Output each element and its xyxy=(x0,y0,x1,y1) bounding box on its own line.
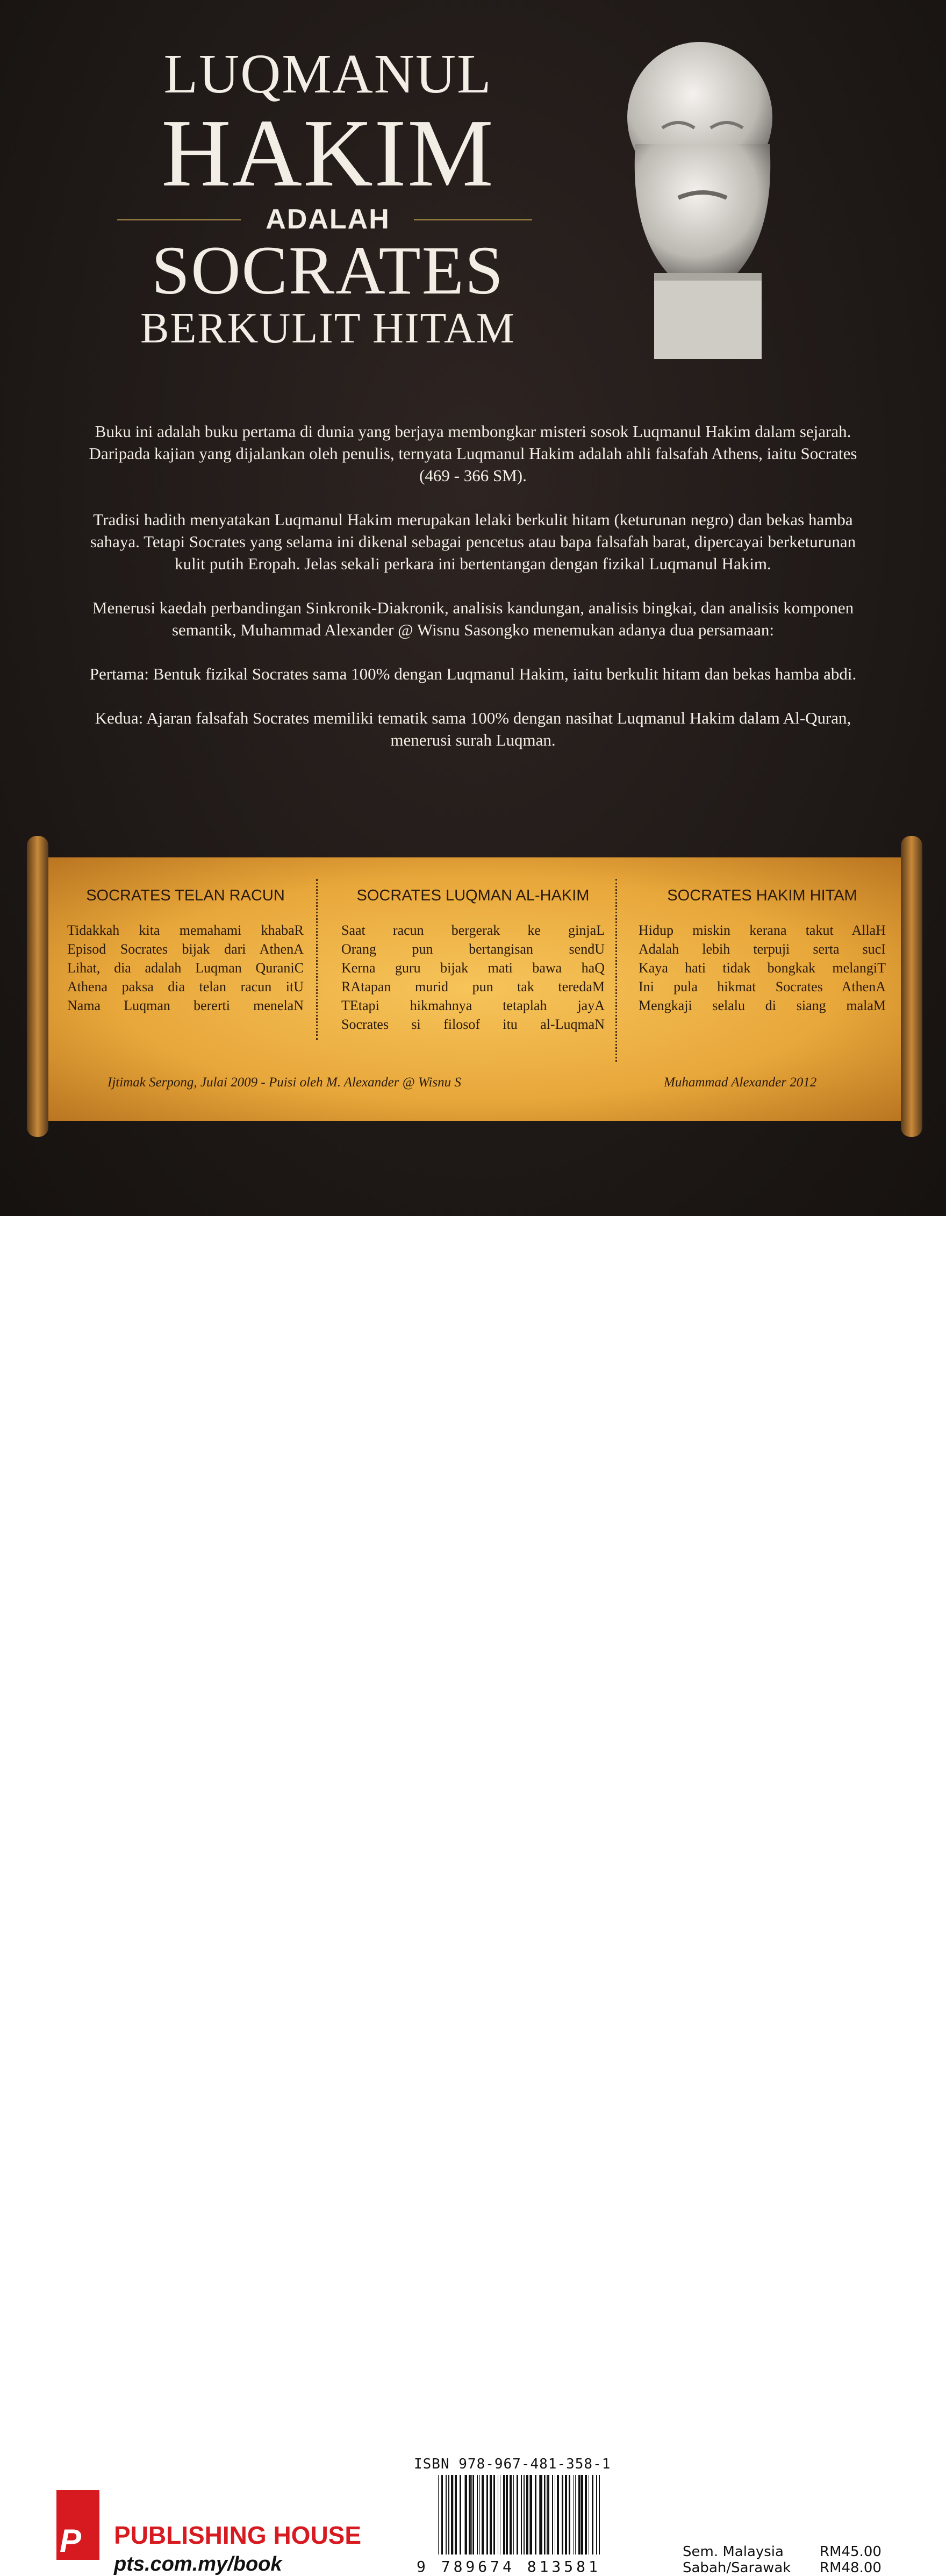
price-value: RM45.00 xyxy=(820,2544,882,2560)
divider-right xyxy=(414,219,532,220)
poem-title: SOCRATES LUQMAN AL-HAKIM xyxy=(356,887,590,904)
barcode-bar xyxy=(510,2475,512,2554)
barcode-bar xyxy=(455,2475,457,2554)
barcode-bar xyxy=(493,2475,495,2554)
publisher-url[interactable]: pts.com.my/book xyxy=(114,2553,282,2575)
poem-line: Hidup miskin kerana takut AllaH xyxy=(639,922,886,938)
barcode-bar xyxy=(539,2475,540,2554)
poem-line: Kerna guru bijak mati bawa haQ xyxy=(341,960,605,976)
barcode-bar xyxy=(471,2475,472,2554)
poem-line: Saat racun bergerak ke ginjaL xyxy=(341,922,605,938)
blurb-paragraph: Menerusi kaedah perbandingan Sinkronik-Diakronik, analisis kandungan, analisis bingkai, dan analisis komponen semantik, Muhammad Alexander @ Wisnu Sasongko menemukan adanya dua persamaan: xyxy=(92,598,854,639)
poem-line: Socrates si filosof itu al-LuqmaN xyxy=(341,1017,605,1032)
barcode-bar xyxy=(448,2475,449,2554)
poem-line: Episod Socrates bijak dari AthenA xyxy=(67,941,304,957)
poem-line: Mengkaji selalu di siang malaM xyxy=(639,998,886,1013)
barcode-bar xyxy=(517,2475,518,2554)
barcode-bar xyxy=(540,2475,542,2554)
barcode-bar xyxy=(599,2475,600,2554)
barcode-bar xyxy=(530,2475,532,2554)
title-line-2: HAKIM xyxy=(161,99,494,206)
poem-scroll xyxy=(22,836,928,1137)
barcode-bar xyxy=(470,2475,471,2554)
barcode-bar xyxy=(535,2475,536,2554)
barcode-bar xyxy=(552,2475,553,2554)
barcode-bar xyxy=(521,2475,522,2554)
barcode-bar xyxy=(578,2475,580,2554)
barcode-bar xyxy=(557,2475,559,2554)
poem-line: Ini pula hikmat Socrates AthenA xyxy=(639,979,886,994)
barcode-bar xyxy=(490,2475,492,2554)
publisher-name: PUBLISHING HOUSE xyxy=(114,2521,362,2549)
barcode-bar xyxy=(477,2475,478,2554)
barcode-bar xyxy=(526,2475,528,2554)
socrates-bust-image xyxy=(614,37,797,359)
blurb-paragraph: Buku ini adalah buku pertama di dunia yang berjaya membongkar misteri sosok Luqmanul Hakim dalam sejarah. Daripada kajian yang dijalankan oleh penulis, ternyata Luqmanul Hakim adalah ahli falsafah Athens, iaitu Socrates (469 - 366 SM). xyxy=(89,422,857,485)
svg-text:P: P xyxy=(60,2523,82,2559)
title-line-4: SOCRATES xyxy=(151,232,505,309)
isbn-barcode xyxy=(437,2475,604,2556)
front-cover-area xyxy=(0,0,946,1216)
scroll-rod-left xyxy=(27,836,48,1137)
barcode-bar xyxy=(441,2475,443,2554)
barcode-bar xyxy=(562,2475,563,2554)
barcode-bar xyxy=(581,2475,583,2554)
dotted-divider xyxy=(316,879,318,1040)
price-list xyxy=(683,2544,898,2576)
barcode-bar xyxy=(596,2475,597,2554)
barcode-bar xyxy=(565,2475,567,2554)
price-region: Sabah/Sarawak xyxy=(683,2560,791,2576)
barcode-bar xyxy=(592,2475,593,2554)
poem-line: RAtapan murid pun tak teredaM xyxy=(341,979,605,994)
poem-line: Kaya hati tidak bongkak melangiT xyxy=(639,960,886,976)
price-row xyxy=(683,2560,898,2576)
price-row xyxy=(683,2544,898,2560)
poem-line: Lihat, dia adalah Luqman QuraniC xyxy=(67,960,304,976)
barcode-bar xyxy=(544,2475,545,2554)
barcode-bar xyxy=(486,2475,488,2554)
barcode-bar xyxy=(548,2475,549,2554)
title-line-1: LUQMANUL xyxy=(163,43,492,105)
barcode-digits: 9 789674 813581 xyxy=(417,2558,601,2575)
poem-3 xyxy=(639,887,886,1015)
back-footer xyxy=(0,1216,946,2576)
barcode-bar xyxy=(465,2475,467,2554)
poem-credit-left: Ijtimak Serpong, Julai 2009 - Puisi oleh M. Alexander @ Wisnu S xyxy=(108,1075,461,1090)
blurb-paragraph: Tradisi hadith menyatakan Luqmanul Hakim merupakan lelaki berkulit hitam (keturunan negro) dan bekas hamba sahaya. Tetapi Socrates yang selama ini dikenal sebagai pencetus atau bapa falsafah barat, dipercayai berketurunan kulit putih Eropah. Jelas sekali perkara ini bertentangan dengan fizikal Luqmanul Hakim. xyxy=(90,510,856,573)
barcode-bar xyxy=(446,2475,447,2554)
barcode-bar xyxy=(469,2475,470,2554)
barcode-bar xyxy=(569,2475,570,2554)
barcode-bar xyxy=(524,2475,525,2554)
poem-2 xyxy=(336,887,610,1034)
barcode-bar xyxy=(513,2475,514,2554)
poem-line: Orang pun bertangisan sendU xyxy=(341,941,605,957)
isbn-label: ISBN 978-967-481-358-1 xyxy=(414,2456,611,2472)
barcode-bar xyxy=(547,2475,548,2554)
barcode-bar xyxy=(503,2475,505,2554)
poem-credit-right: Muhammad Alexander 2012 xyxy=(664,1075,817,1090)
poem-title: SOCRATES HAKIM HITAM xyxy=(667,887,857,904)
poem-line: TEtapi hikmahnya tetaplah jayA xyxy=(341,998,605,1013)
scroll-rod-right xyxy=(901,836,922,1137)
poem-line: Athena paksa dia telan racun itU xyxy=(67,979,304,994)
price-value: RM48.00 xyxy=(820,2560,882,2576)
barcode-bar xyxy=(479,2475,480,2554)
blurb-text xyxy=(86,420,860,773)
dotted-divider xyxy=(615,879,617,1062)
poem-line: Tidakkah kita memahami khabaR xyxy=(67,922,304,938)
price-region: Sem. Malaysia xyxy=(683,2544,784,2560)
barcode-bar xyxy=(438,2475,439,2554)
poem-line: Adalah lebih terpuji serta sucI xyxy=(639,941,886,957)
barcode-bar xyxy=(585,2475,587,2554)
blurb-paragraph: Kedua: Ajaran falsafah Socrates memiliki tematik sama 100% dengan nasihat Luqmanul Hakim dalam Al-Quran, menerusi surah Luqman. xyxy=(95,709,851,749)
barcode-bar xyxy=(460,2475,461,2554)
barcode-bar xyxy=(506,2475,508,2554)
barcode-bar xyxy=(473,2475,474,2554)
barcode-bar xyxy=(482,2475,484,2554)
barcode-bar xyxy=(575,2475,576,2554)
poem-title: SOCRATES TELAN RACUN xyxy=(86,887,285,904)
title-line-5: BERKULIT HITAM xyxy=(140,305,515,352)
barcode-bar xyxy=(573,2475,574,2554)
poem-1 xyxy=(67,887,304,1015)
poem-line: Nama Luqman bererti menelaN xyxy=(67,998,304,1013)
barcode-bar xyxy=(451,2475,453,2554)
blurb-paragraph: Pertama: Bentuk fizikal Socrates sama 100% dengan Luqmanul Hakim, iaitu berkulit hitam dan bekas hamba abdi. xyxy=(89,664,857,683)
pts-logo xyxy=(56,2490,99,2560)
title-line-3: ADALAH xyxy=(266,204,390,235)
